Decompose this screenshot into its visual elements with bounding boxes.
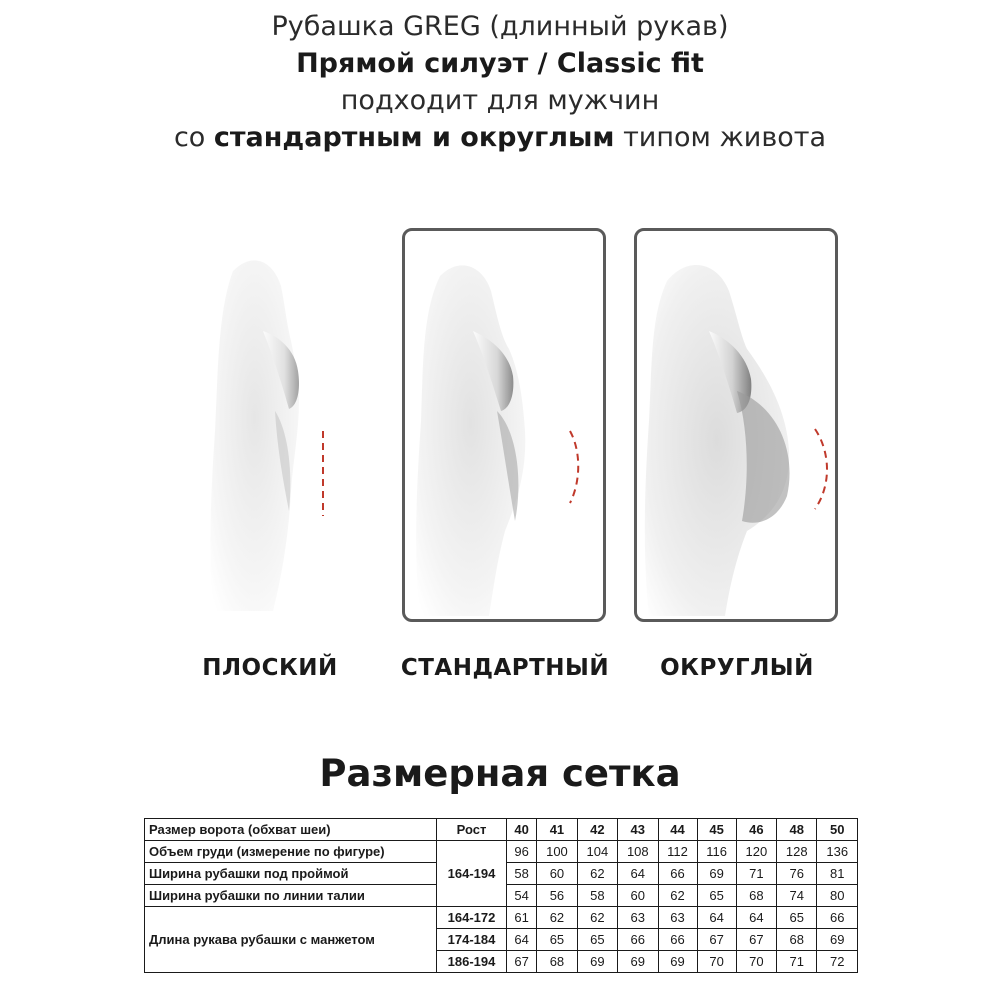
size-header: 41 [537,819,577,841]
table-cell: 67 [736,929,776,951]
table-cell: 69 [697,863,736,885]
table-cell: 66 [618,929,658,951]
table-cell: 58 [507,863,537,885]
table-cell: 68 [736,885,776,907]
table-cell: 62 [577,863,617,885]
height-range-cell: 164-172 [437,907,507,929]
torso-standard-image [405,231,603,619]
size-header: 44 [658,819,697,841]
table-cell: 58 [577,885,617,907]
belly-type-text [0,119,1000,156]
table-cell: 112 [658,841,697,863]
table-cell: 67 [507,951,537,973]
table-cell: 65 [577,929,617,951]
table-cell: 64 [697,907,736,929]
label-standard: СТАНДАРТНЫЙ [400,655,610,681]
table-cell: 60 [618,885,658,907]
belly-line-round [815,429,827,509]
table-cell: 136 [817,841,858,863]
table-cell: 76 [777,863,817,885]
table-cell: 64 [507,929,537,951]
table-cell: 65 [537,929,577,951]
fit-title: Прямой силуэт / Classic fit [296,48,704,79]
table-cell: 104 [577,841,617,863]
belly-line-standard [570,431,578,503]
table-cell: 61 [507,907,537,929]
table-cell: 69 [658,951,697,973]
table-cell: 65 [777,907,817,929]
size-header: 43 [618,819,658,841]
table-row [145,907,858,929]
table-cell: 65 [697,885,736,907]
torso-round-image [637,231,835,619]
height-range-cell: 186-194 [437,951,507,973]
table-cell: 81 [817,863,858,885]
table-cell: 66 [817,907,858,929]
table-cell: 62 [537,907,577,929]
size-header: 48 [777,819,817,841]
size-grid-title: Размерная сетка [319,752,681,795]
table-cell: 64 [618,863,658,885]
table-cell: 72 [817,951,858,973]
table-cell: 66 [658,929,697,951]
torso-flat-image [203,231,403,621]
table-cell: 70 [736,951,776,973]
table-cell: 120 [736,841,776,863]
table-cell: 64 [736,907,776,929]
belly-type-prefix: со [173,122,206,153]
size-header: 42 [577,819,617,841]
table-cell: 69 [817,929,858,951]
table-cell: 63 [658,907,697,929]
table-cell: 62 [577,907,617,929]
table-cell: 67 [697,929,736,951]
table-cell: 74 [777,885,817,907]
table-cell: 63 [618,907,658,929]
table-cell: 128 [777,841,817,863]
height-range-cell: 164-194 [437,841,507,907]
table-cell: 71 [736,863,776,885]
row-label: Ширина рубашки под проймой [145,863,437,885]
collar-size-label: Размер ворота (обхват шеи) [145,819,437,841]
suitability-text: подходит для мужчин [340,85,660,116]
table-cell: 62 [658,885,697,907]
table-cell: 70 [697,951,736,973]
table-cell: 108 [618,841,658,863]
table-cell: 80 [817,885,858,907]
label-round: ОКРУГЛЫЙ [660,655,814,681]
table-cell: 96 [507,841,537,863]
header [0,8,1000,156]
table-row [145,841,858,863]
table-cell: 71 [777,951,817,973]
table-cell: 69 [577,951,617,973]
size-header: 40 [507,819,537,841]
sleeve-length-label: Длина рукава рубашки с манжетом [145,907,437,973]
table-cell: 68 [777,929,817,951]
size-header: 45 [697,819,736,841]
size-table [144,818,858,973]
figure-standard [402,228,606,622]
table-cell: 56 [537,885,577,907]
table-cell: 60 [537,863,577,885]
table-cell: 68 [537,951,577,973]
size-header: 46 [736,819,776,841]
row-label: Ширина рубашки по линии талии [145,885,437,907]
size-header: 50 [817,819,858,841]
belly-type-bold: стандартным и округлым [213,122,615,153]
figure-round [634,228,838,622]
table-cell: 66 [658,863,697,885]
height-header: Рост [437,819,507,841]
label-flat: ПЛОСКИЙ [202,655,338,681]
figure-flat [200,228,404,622]
table-header-row [145,819,858,841]
height-range-cell: 174-184 [437,929,507,951]
table-cell: 100 [537,841,577,863]
table-cell: 69 [618,951,658,973]
table-cell: 116 [697,841,736,863]
belly-type-suffix: типом живота [623,122,827,153]
table-cell: 54 [507,885,537,907]
row-label: Объем груди (измерение по фигуре) [145,841,437,863]
product-title: Рубашка GREG (длинный рукав) [271,11,729,42]
